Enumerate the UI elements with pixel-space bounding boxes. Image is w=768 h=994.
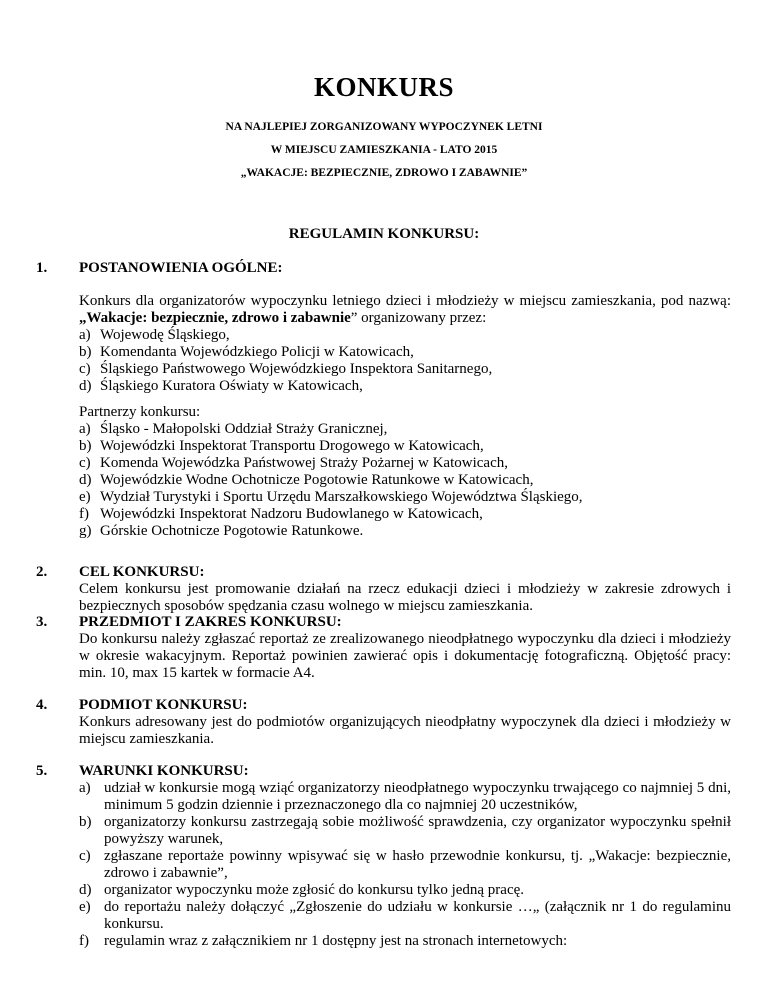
section-1-heading: POSTANOWIENIA OGÓLNE: — [79, 260, 283, 276]
section-4-heading: PODMIOT KONKURSU: — [79, 697, 248, 713]
list-item-text: udział w konkursie mogą wziąć organizatorzy nieodpłatnego wypoczynku trwającego co najmniej 5 dni, minimum 5 godzin dziennie i przeznaczonego dla co najmniej 20 uczestników, — [104, 780, 731, 813]
subtitle-line-3: „WAKACJE: BEZPIECZNIE, ZDROWO I ZABAWNIE” — [240, 167, 528, 179]
list-item — [79, 421, 731, 438]
list-item — [79, 933, 731, 950]
list-item — [79, 780, 731, 814]
section-1-number: 1. — [36, 260, 48, 276]
list-item-label: e) — [79, 489, 91, 505]
partners-label: Partnerzy konkursu: — [79, 404, 201, 420]
list-item-label: e) — [79, 899, 91, 915]
section-3-text: Do konkursu należy zgłaszać reportaż ze zrealizowanego nieodpłatnego wypoczynku dla dzieci i młodzieży w okresie wakacyjnym. Reportaż powinien zawierać opis i dokumentację fotograficzną. Objętość pracy: min. 10, max 15 kartek w formacie A4. — [79, 631, 731, 681]
list-item-label: b) — [79, 344, 92, 360]
list-item-text: Wojewódzki Inspektorat Transportu Drogowego w Katowicach, — [100, 438, 484, 454]
list-item-text: zgłaszane reportaże powinny wpisywać się w hasło przewodnie konkursu, tj. „Wakacje: bezpiecznie, zdrowo i zabawnie”, — [104, 848, 731, 881]
list-item-label: f) — [79, 933, 89, 949]
section-5-heading: WARUNKI KONKURSU: — [79, 763, 249, 779]
partners-list — [79, 421, 731, 540]
list-item-text: Śląskiego Państwowego Wojewódzkiego Inspektora Sanitarnego, — [100, 361, 493, 377]
list-item-label: c) — [79, 848, 91, 864]
organizers-list — [79, 327, 731, 395]
section-4-number: 4. — [36, 697, 48, 713]
list-item-text: Śląsko - Małopolski Oddział Straży Granicznej, — [100, 421, 388, 437]
section-1-intro-text-2: ” organizowany przez: — [350, 310, 487, 326]
list-item-text: Wojewódzki Inspektorat Nadzoru Budowlanego w Katowicach, — [100, 506, 483, 522]
list-item-text: do reportażu należy dołączyć „Zgłoszenie do udziału w konkursie …„ (załącznik nr 1 do regulaminu konkursu. — [104, 899, 731, 932]
list-item — [79, 882, 731, 899]
list-item-label: a) — [79, 327, 91, 343]
list-item-label: a) — [79, 421, 91, 437]
list-item-label: a) — [79, 780, 91, 796]
list-item — [79, 523, 731, 540]
list-item-text: Komenda Wojewódzka Państwowej Straży Pożarnej w Katowicach, — [100, 455, 508, 471]
regulamin-heading: REGULAMIN KONKURSU: — [288, 226, 480, 242]
section-2-number: 2. — [36, 564, 48, 580]
list-item-text: Wojewódzkie Wodne Ochotnicze Pogotowie Ratunkowe w Katowicach, — [100, 472, 534, 488]
list-item — [79, 489, 731, 506]
list-item-text: Śląskiego Kuratora Oświaty w Katowicach, — [100, 378, 363, 394]
list-item — [79, 472, 731, 489]
subtitle-line-2: W MIEJSCU ZAMIESZKANIA - LATO 2015 — [270, 144, 498, 156]
list-item-label: d) — [79, 472, 92, 488]
section-2-text: Celem konkursu jest promowanie działań na rzecz edukacji dzieci i młodzieży w zakresie zdrowych i bezpiecznych sposobów spędzania czasu wolnego w miejscu zamieszkania. — [79, 581, 731, 614]
list-item — [79, 899, 731, 933]
section-5-number: 5. — [36, 763, 48, 779]
list-item-label: c) — [79, 361, 91, 377]
list-item-text: Górskie Ochotnicze Pogotowie Ratunkowe. — [100, 523, 364, 539]
list-item — [79, 848, 731, 882]
section-4-text: Konkurs adresowany jest do podmiotów organizujących nieodpłatny wypoczynek dla dzieci i młodzieży w miejscu zamieszkania. — [79, 714, 731, 747]
list-item — [79, 455, 731, 472]
list-item — [79, 378, 731, 395]
document-title: KONKURS — [313, 72, 455, 102]
list-item-label: d) — [79, 378, 92, 394]
list-item — [79, 506, 731, 523]
list-item-text: organizatorzy konkursu zastrzegają sobie możliwość sprawdzenia, czy organizator wypoczynku spełnił powyższy warunek, — [104, 814, 731, 847]
section-3-heading: PRZEDMIOT I ZAKRES KONKURSU: — [79, 614, 342, 630]
list-item — [79, 814, 731, 848]
list-item — [79, 327, 731, 344]
list-item — [79, 361, 731, 378]
section-1-intro-bold: „Wakacje: bezpiecznie, zdrowo i zabawnie — [79, 310, 351, 326]
list-item-text: organizator wypoczynku może zgłosić do konkursu tylko jedną pracę. — [104, 882, 525, 898]
list-item-label: g) — [79, 523, 92, 539]
list-item-label: f) — [79, 506, 89, 522]
section-3-number: 3. — [36, 614, 48, 630]
list-item-label: b) — [79, 438, 92, 454]
list-item-label: d) — [79, 882, 92, 898]
list-item — [79, 344, 731, 361]
list-item-text: regulamin wraz z załącznikiem nr 1 dostępny jest na stronach internetowych: — [104, 933, 568, 949]
section-1-intro — [79, 293, 731, 327]
list-item-text: Wojewodę Śląskiego, — [100, 327, 230, 343]
list-item — [79, 438, 731, 455]
list-item-text: Wydział Turystyki i Sportu Urzędu Marszałkowskiego Województwa Śląskiego, — [100, 489, 583, 505]
subtitle-line-1: NA NAJLEPIEJ ZORGANIZOWANY WYPOCZYNEK LETNI — [225, 121, 543, 133]
conditions-list — [79, 780, 731, 950]
section-2-heading: CEL KONKURSU: — [79, 564, 205, 580]
list-item-label: b) — [79, 814, 92, 830]
list-item-text: Komendanta Wojewódzkiego Policji w Katowicach, — [100, 344, 414, 360]
section-1-intro-text-1: Konkurs dla organizatorów wypoczynku letniego dzieci i młodzieży w miejscu zamieszkania, pod nazwą: — [79, 293, 731, 309]
list-item-label: c) — [79, 455, 91, 471]
